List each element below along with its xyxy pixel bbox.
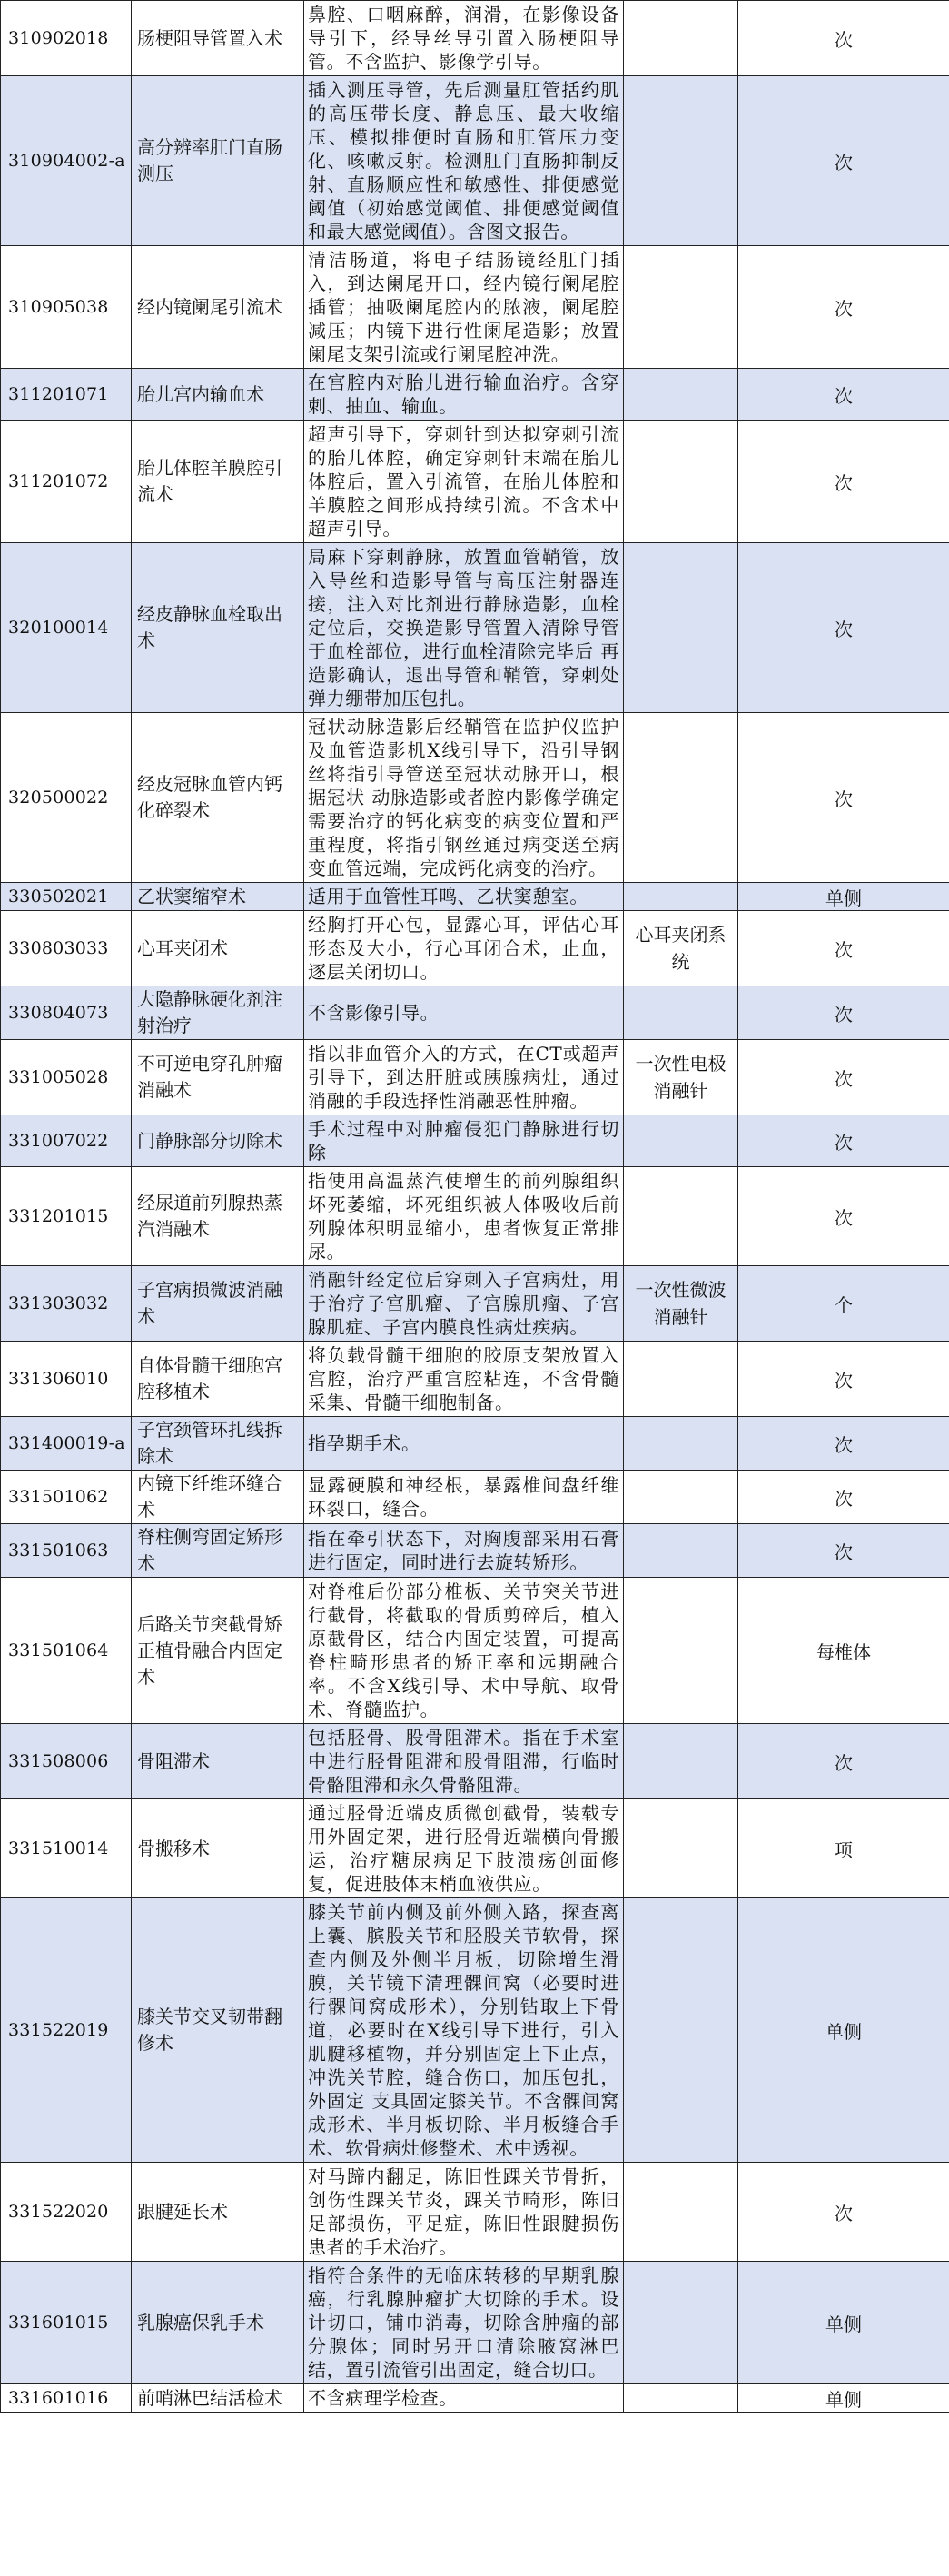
excluded-content-cell xyxy=(624,1799,738,1898)
item-description-cell: 不含病理学检查。 xyxy=(304,2384,624,2413)
table-row xyxy=(1,421,949,543)
item-name-cell: 心耳夹闭术 xyxy=(132,911,304,986)
item-description-cell: 对马蹄内翻足，陈旧性踝关节骨折，创伤性踝关节炎，踝关节畸形，陈旧足部损伤，平足症，陈旧性跟腱损伤患者的手术治疗。 xyxy=(304,2163,624,2262)
pricing-unit-cell: 次 xyxy=(738,1040,949,1115)
item-description-cell: 包括胫骨、股骨阻滞术。指在手术室中进行胫骨阻滞和股骨阻滞，行临时骨骼阻滞和永久骨骼阻滞。 xyxy=(304,1724,624,1799)
item-name-cell: 乙状窦缩窄术 xyxy=(132,883,304,911)
item-description-cell: 指以非血管介入的方式，在CT或超声引导下，到达肝脏或胰腺病灶，通过消融的手段选择性消融恶性肿瘤。 xyxy=(304,1040,624,1115)
item-name-cell: 骨搬移术 xyxy=(132,1799,304,1898)
item-name-cell: 胎儿宫内输血术 xyxy=(132,369,304,421)
item-code-cell: 310905038 xyxy=(1,246,132,369)
pricing-unit-cell: 次 xyxy=(738,2163,949,2262)
table-row xyxy=(1,986,949,1040)
excluded-content-cell xyxy=(624,2163,738,2262)
pricing-unit-cell: 次 xyxy=(738,369,949,421)
item-description-cell: 冠状动脉造影后经鞘管在监护仪监护及血管造影机X线引导下，沿引导钢丝将指引导管送至冠状动脉开口，根据冠状 动脉造影或者腔内影像学确定需要治疗的钙化病变的病变位置和严重程度，将指引钢丝通过病变送至病变血管远端，完成钙化病变的治疗。 xyxy=(304,713,624,883)
item-description-cell: 局麻下穿刺静脉，放置血管鞘管，放入导丝和造影导管与高压注射器连接，注入对比剂进行静脉造影，血栓定位后，交换造影导管置入清除导管于血栓部位，进行血栓清除完毕后 再造影确认，退出导管和鞘管，穿刺处弹力绷带加压包扎。 xyxy=(304,543,624,713)
excluded-content-cell xyxy=(624,369,738,421)
table-row xyxy=(1,1266,949,1342)
table-row xyxy=(1,1040,949,1115)
pricing-unit-cell: 单侧 xyxy=(738,883,949,911)
item-description-cell: 清洁肠道，将电子结肠镜经肛门插入，到达阑尾开口，经内镜行阑尾腔插管；抽吸阑尾腔内的脓液，阑尾腔减压；内镜下进行性阑尾造影；放置阑尾支架引流或行阑尾腔冲洗。 xyxy=(304,246,624,369)
excluded-content-cell xyxy=(624,246,738,369)
item-description-cell: 指在牵引状态下，对胸腹部采用石膏进行固定，同时进行去旋转矫形。 xyxy=(304,1524,624,1578)
table-row xyxy=(1,1342,949,1417)
item-code-cell: 330803033 xyxy=(1,911,132,986)
excluded-content-cell xyxy=(624,1115,738,1167)
item-name-cell: 自体骨髓干细胞宫腔移植术 xyxy=(132,1342,304,1417)
excluded-content-cell xyxy=(624,1524,738,1578)
item-code-cell: 331007022 xyxy=(1,1115,132,1167)
pricing-unit-cell: 次 xyxy=(738,911,949,986)
excluded-content-cell xyxy=(624,1471,738,1524)
item-name-cell: 骨阻滞术 xyxy=(132,1724,304,1799)
item-name-cell: 子宫病损微波消融术 xyxy=(132,1266,304,1342)
pricing-unit-cell: 次 xyxy=(738,1524,949,1578)
item-code-cell: 331400019-a xyxy=(1,1417,132,1471)
item-code-cell: 330804073 xyxy=(1,986,132,1040)
item-code-cell: 331522019 xyxy=(1,1898,132,2163)
item-description-cell: 不含影像引导。 xyxy=(304,986,624,1040)
table-body xyxy=(1,1,949,2413)
item-code-cell: 330502021 xyxy=(1,883,132,911)
item-description-cell: 鼻腔、口咽麻醉，润滑，在影像设备导引下，经导丝导引置入肠梗阻导管。不含监护、影像学引导。 xyxy=(304,1,624,76)
pricing-unit-cell: 次 xyxy=(738,713,949,883)
excluded-content-cell: 心耳夹闭系统 xyxy=(624,911,738,986)
item-description-cell: 指符合条件的无临床转移的早期乳腺癌，行乳腺肿瘤扩大切除的手术。设计切口，铺巾消毒，切除含肿瘤的部分腺体；同时另开口清除腋窝淋巴结，置引流管引出固定，缝合切口。 xyxy=(304,2262,624,2384)
pricing-unit-cell: 每椎体 xyxy=(738,1578,949,1724)
excluded-content-cell xyxy=(624,1342,738,1417)
item-description-cell: 膝关节前内侧及前外侧入路，探查离上囊、膑股关节和胫股关节软骨，探查内侧及外侧半月板，切除增生滑膜，关节镜下清理髁间窝（必要时进行髁间窝成形术），分别钻取上下骨道，必要时在X线引导下进行，引入肌腱移植物，并分别固定上下止点，冲洗关节腔，缝合伤口，加压包扎，外固定 支具固定膝关节。不含髁间窝成形术、半月板切除、半月板缝合手术、软骨病灶修整术、术中透视。 xyxy=(304,1898,624,2163)
table-row xyxy=(1,713,949,883)
item-description-cell: 指使用高温蒸汽使增生的前列腺组织坏死萎缩，坏死组织被人体吸收后前列腺体积明显缩小，患者恢复正常排尿。 xyxy=(304,1167,624,1266)
item-name-cell: 大隐静脉硬化剂注射治疗 xyxy=(132,986,304,1040)
table-row xyxy=(1,2262,949,2384)
item-code-cell: 331201015 xyxy=(1,1167,132,1266)
pricing-unit-cell: 次 xyxy=(738,543,949,713)
pricing-unit-cell: 单侧 xyxy=(738,2262,949,2384)
item-name-cell: 乳腺癌保乳手术 xyxy=(132,2262,304,2384)
excluded-content-cell xyxy=(624,1167,738,1266)
excluded-content-cell xyxy=(624,1724,738,1799)
item-code-cell: 331303032 xyxy=(1,1266,132,1342)
pricing-unit-cell: 次 xyxy=(738,76,949,246)
pricing-unit-cell: 单侧 xyxy=(738,2384,949,2413)
item-code-cell: 310902018 xyxy=(1,1,132,76)
excluded-content-cell xyxy=(624,883,738,911)
table-row xyxy=(1,911,949,986)
pricing-unit-cell: 次 xyxy=(738,1342,949,1417)
item-description-cell: 消融针经定位后穿刺入子宫病灶，用于治疗子宫肌瘤、子宫腺肌瘤、子宫腺肌症、子宫内膜良性病灶疾病。 xyxy=(304,1266,624,1342)
item-description-cell: 超声引导下，穿刺针到达拟穿刺引流的胎儿体腔，确定穿刺针末端在胎儿体腔后，置入引流管，在胎儿体腔和羊膜腔之间形成持续引流。不含术中超声引导。 xyxy=(304,421,624,543)
item-description-cell: 手术过程中对肿瘤侵犯门静脉进行切除 xyxy=(304,1115,624,1167)
pricing-unit-cell: 次 xyxy=(738,1115,949,1167)
item-code-cell: 331601015 xyxy=(1,2262,132,2384)
item-code-cell: 311201072 xyxy=(1,421,132,543)
item-name-cell: 经皮静脉血栓取出术 xyxy=(132,543,304,713)
item-name-cell: 内镜下纤维环缝合术 xyxy=(132,1471,304,1524)
pricing-unit-cell: 次 xyxy=(738,1471,949,1524)
item-code-cell: 331501064 xyxy=(1,1578,132,1724)
excluded-content-cell: 一次性微波消融针 xyxy=(624,1266,738,1342)
item-name-cell: 经皮冠脉血管内钙化碎裂术 xyxy=(132,713,304,883)
pricing-unit-cell: 次 xyxy=(738,1417,949,1471)
pricing-unit-cell: 次 xyxy=(738,421,949,543)
excluded-content-cell xyxy=(624,1898,738,2163)
table-row xyxy=(1,76,949,246)
pricing-unit-cell: 单侧 xyxy=(738,1898,949,2163)
excluded-content-cell xyxy=(624,543,738,713)
item-name-cell: 胎儿体腔羊膜腔引流术 xyxy=(132,421,304,543)
table-row xyxy=(1,1524,949,1578)
table-row xyxy=(1,1799,949,1898)
excluded-content-cell xyxy=(624,986,738,1040)
item-description-cell: 通过胫骨近端皮质微创截骨，装载专用外固定架，进行胫骨近端横向骨搬运，治疗糖尿病足下肢溃疡创面修复，促进肢体末梢血液供应。 xyxy=(304,1799,624,1898)
item-name-cell: 门静脉部分切除术 xyxy=(132,1115,304,1167)
item-code-cell: 331508006 xyxy=(1,1724,132,1799)
table-row xyxy=(1,1,949,76)
item-name-cell: 前哨淋巴结活检术 xyxy=(132,2384,304,2413)
table-row xyxy=(1,883,949,911)
excluded-content-cell xyxy=(624,76,738,246)
item-name-cell: 经尿道前列腺热蒸汽消融术 xyxy=(132,1167,304,1266)
pricing-unit-cell: 次 xyxy=(738,1724,949,1799)
item-name-cell: 脊柱侧弯固定矫形术 xyxy=(132,1524,304,1578)
table-row xyxy=(1,1417,949,1471)
pricing-unit-cell: 次 xyxy=(738,986,949,1040)
item-description-cell: 在宫腔内对胎儿进行输血治疗。含穿刺、抽血、输血。 xyxy=(304,369,624,421)
item-description-cell: 对脊椎后份部分椎板、关节突关节进行截骨，将截取的骨质剪碎后，植入原截骨区，结合内固定装置，可提高脊柱畸形患者的矫正率和远期融合率。不含X线引导、术中导航、取骨术、脊髓监护。 xyxy=(304,1578,624,1724)
item-code-cell: 320100014 xyxy=(1,543,132,713)
item-name-cell: 经内镜阑尾引流术 xyxy=(132,246,304,369)
table-row xyxy=(1,246,949,369)
item-code-cell: 320500022 xyxy=(1,713,132,883)
item-code-cell: 331005028 xyxy=(1,1040,132,1115)
item-name-cell: 高分辨率肛门直肠测压 xyxy=(132,76,304,246)
item-code-cell: 331501063 xyxy=(1,1524,132,1578)
item-description-cell: 指孕期手术。 xyxy=(304,1417,624,1471)
item-name-cell: 肠梗阻导管置入术 xyxy=(132,1,304,76)
pricing-unit-cell: 个 xyxy=(738,1266,949,1342)
table-row xyxy=(1,1471,949,1524)
table-row xyxy=(1,1724,949,1799)
item-description-cell: 经胸打开心包，显露心耳，评估心耳形态及大小，行心耳闭合术，止血，逐层关闭切口。 xyxy=(304,911,624,986)
excluded-content-cell xyxy=(624,2262,738,2384)
excluded-content-cell: 一次性电极消融针 xyxy=(624,1040,738,1115)
item-name-cell: 子宫颈管环扎线拆除术 xyxy=(132,1417,304,1471)
item-code-cell: 331601016 xyxy=(1,2384,132,2413)
table-row xyxy=(1,1578,949,1724)
excluded-content-cell xyxy=(624,2384,738,2413)
item-name-cell: 跟腱延长术 xyxy=(132,2163,304,2262)
item-description-cell: 插入测压导管，先后测量肛管括约肌的高压带长度、静息压、最大收缩压、模拟排便时直肠和肛管压力变化、咳嗽反射。检测肛门直肠抑制反射、直肠顺应性和敏感性、排便感觉阈值（初始感觉阈值、排便感觉阈值和最大感觉阈值）。含图文报告。 xyxy=(304,76,624,246)
table-row xyxy=(1,2384,949,2413)
pricing-unit-cell: 次 xyxy=(738,1167,949,1266)
item-code-cell: 311201071 xyxy=(1,369,132,421)
table-row xyxy=(1,543,949,713)
table-row xyxy=(1,1898,949,2163)
table-row xyxy=(1,2163,949,2262)
pricing-unit-cell: 项 xyxy=(738,1799,949,1898)
item-code-cell: 331501062 xyxy=(1,1471,132,1524)
item-name-cell: 膝关节交叉韧带翻修术 xyxy=(132,1898,304,2163)
item-code-cell: 310904002-a xyxy=(1,76,132,246)
excluded-content-cell xyxy=(624,1,738,76)
item-name-cell: 不可逆电穿孔肿瘤消融术 xyxy=(132,1040,304,1115)
excluded-content-cell xyxy=(624,1578,738,1724)
item-description-cell: 适用于血管性耳鸣、乙状窦憩室。 xyxy=(304,883,624,911)
item-code-cell: 331522020 xyxy=(1,2163,132,2262)
excluded-content-cell xyxy=(624,713,738,883)
item-code-cell: 331306010 xyxy=(1,1342,132,1417)
table-row xyxy=(1,1167,949,1266)
item-description-cell: 将负载骨髓干细胞的胶原支架放置入宫腔，治疗严重宫腔粘连，不含骨髓采集、骨髓干细胞制备。 xyxy=(304,1342,624,1417)
excluded-content-cell xyxy=(624,1417,738,1471)
pricing-unit-cell: 次 xyxy=(738,246,949,369)
excluded-content-cell xyxy=(624,421,738,543)
item-description-cell: 显露硬膜和神经根，暴露椎间盘纤维环裂口，缝合。 xyxy=(304,1471,624,1524)
pricing-unit-cell: 次 xyxy=(738,1,949,76)
item-name-cell: 后路关节突截骨矫正植骨融合内固定术 xyxy=(132,1578,304,1724)
table-row xyxy=(1,1115,949,1167)
item-code-cell: 331510014 xyxy=(1,1799,132,1898)
table-row xyxy=(1,369,949,421)
